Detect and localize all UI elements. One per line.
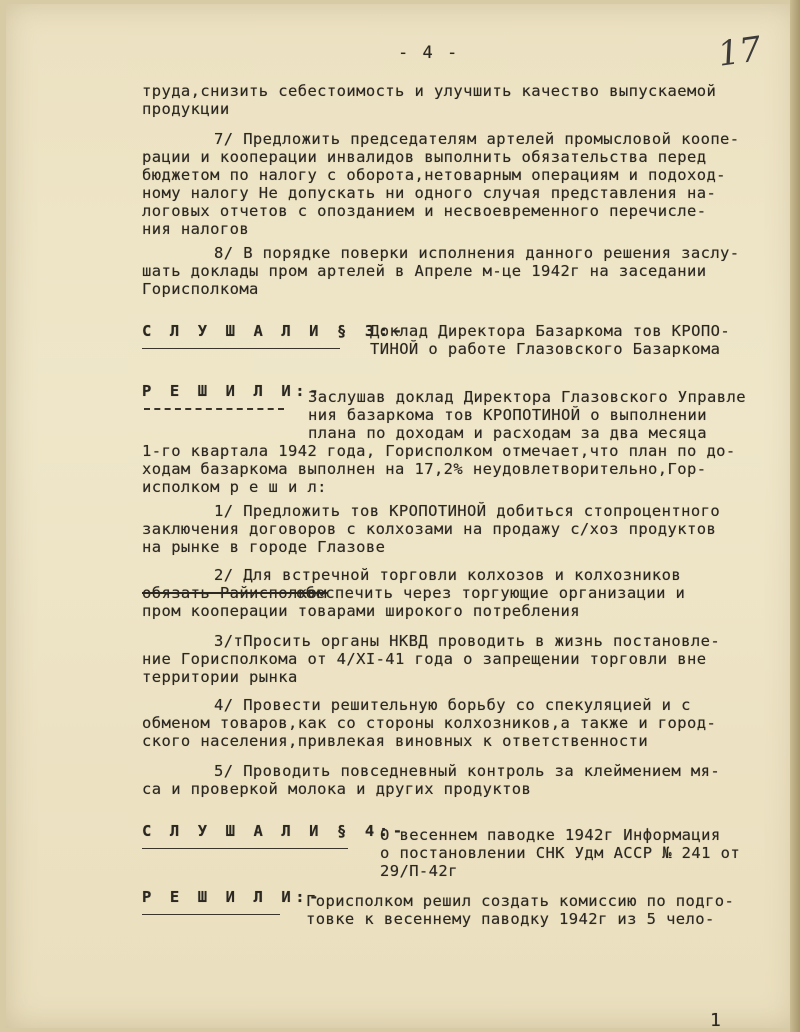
text-line: 29/П-42г — [380, 862, 458, 880]
text-line: 7/ Предложить председателям артелей промысловой коопе- — [214, 130, 740, 148]
heading-underline — [142, 348, 340, 349]
text-line: Заслушав доклад Директора Глазовского Управле — [308, 388, 746, 406]
text-line: труда,снизить себестоимость и улучшить качество выпускаемой — [142, 82, 717, 100]
text-line: ния налогов — [142, 220, 250, 238]
text-line: плана по доходам и расходам за два месяца — [308, 424, 708, 442]
text-line: Горисполкома — [142, 280, 259, 298]
text-line: Доклад Директора Базаркома тов КРОПО- — [370, 322, 731, 340]
text-line: ния базаркома тов КРОПОТИНОЙ о выполнении — [308, 406, 708, 424]
text-line: товке к весеннему паводку 1942г из 5 чело- — [306, 910, 715, 928]
text-line: бюджетом по налогу с оборота,нетоварным операциям и подоход- — [142, 166, 726, 184]
text-line: рации и кооперации инвалидов выполнить обязательства перед — [142, 148, 707, 166]
text-line: ному налогу Не допускать ни одного случая представления на- — [142, 184, 717, 202]
text-line: са и проверкой молока и других продуктов — [142, 780, 532, 798]
text-line: заключения договоров с колхозами на продажу с/хоз продуктов — [142, 520, 717, 538]
heading-slushali-3: С Л У Ш А Л И § 3:- — [142, 322, 407, 340]
text-line: 2/ Для встречной торговли колхозов и колхозников — [214, 566, 682, 584]
footer-mark: 1 — [710, 1010, 722, 1028]
handwritten-folio-number: 17 — [715, 29, 764, 75]
text-line: о постановлении СНК Удм АССР № 241 от — [380, 844, 741, 862]
text-line: 4/ Провести решительную борьбу со спекуляцией и с — [214, 696, 691, 714]
text-line: исполком р е ш и л: — [142, 478, 327, 496]
page-edge — [790, 0, 800, 1032]
text-line: ние Горисполкома от 4/XI-41 года о запрещении торговли вне — [142, 650, 707, 668]
text-line: пром кооперации товарами широкого потребления — [142, 602, 580, 620]
text-line: Горисполком решил создать комиссию по подго- — [306, 892, 735, 910]
text-line: территории рынка — [142, 668, 298, 686]
heading-underline — [142, 848, 348, 849]
text-line: 1-го квартала 1942 года, Горисполком отмечает,что план по до- — [142, 442, 736, 460]
text-line: продукции — [142, 100, 230, 118]
text-line: 5/ Проводить повседневный контроль за клеймением мя- — [214, 762, 721, 780]
text-line: ского населения,привлекая виновных к ответственности — [142, 732, 649, 750]
document-page — [6, 4, 796, 1028]
text-line: ТИНОЙ о работе Глазовского Базаркома — [370, 340, 721, 358]
text-line: ходам базаркома выполнен на 17,2% неудовлетворительно,Гор- — [142, 460, 707, 478]
heading-reshili-2: Р Е Ш И Л И:- — [142, 888, 324, 906]
heading-slushali-4: С Л У Ш А Л И § 4:- — [142, 822, 407, 840]
text-line: шать доклады пром артелей в Апреле м-це 1942г на заседании — [142, 262, 707, 280]
heading-underline — [142, 914, 280, 915]
heading-underline — [144, 408, 284, 410]
text-line: О весеннем паводке 1942г Информация — [380, 826, 721, 844]
page-number: - 4 - — [398, 43, 460, 63]
text-line: на рынке в городе Глазове — [142, 538, 386, 556]
text-line: 3/тПросить органы НКВД проводить в жизнь постановле- — [214, 632, 721, 650]
text-line: 1/ Предложить тов КРОПОТИНОЙ добиться стопроцентного — [214, 502, 721, 520]
text-line: 8/ В порядке поверки исполнения данного решения заслу- — [214, 244, 740, 262]
text-line: логовых отчетов с опозданием и несвоевременного перечисле- — [142, 202, 707, 220]
struck-text: обязать Райисполком — [142, 584, 327, 602]
text-line: обменом товаров,как со стороны колхозников,а также и город- — [142, 714, 717, 732]
text-line: обеспечить через торгующие организации и — [296, 584, 686, 602]
heading-reshili-1: Р Е Ш И Л И:- — [142, 382, 324, 400]
